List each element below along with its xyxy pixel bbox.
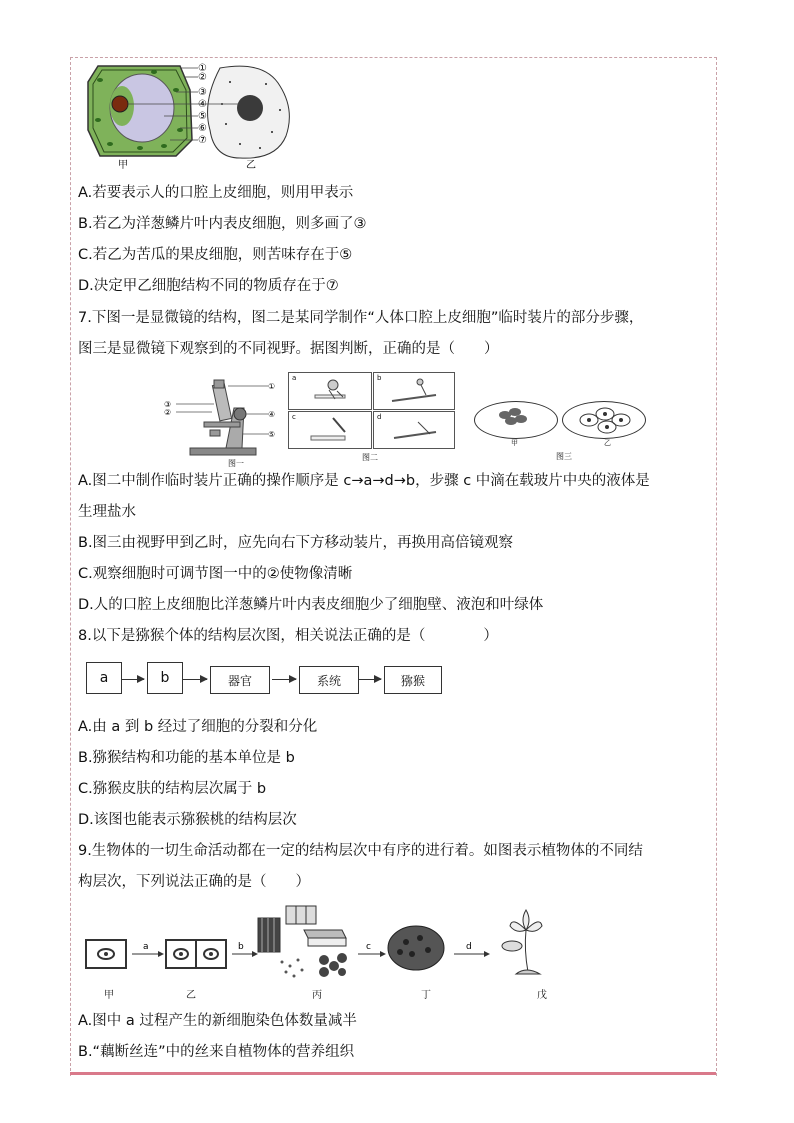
flow-arrow-4 — [359, 679, 381, 680]
marker-4: ④ — [198, 99, 207, 110]
q7-stem-line2: 图三是显微镜下观察到的不同视野。据图判断，正确的是（ ） — [78, 341, 499, 357]
q9-option-a: A.图中 a 过程产生的新细胞染色体数量减半 — [78, 1013, 357, 1029]
microscope-diagram — [156, 378, 286, 458]
arrow-label-b: b — [238, 942, 244, 952]
flow-box-b: b — [147, 662, 183, 694]
q6-option-c: C.若乙为苦瓜的果皮细胞，则苦味存在于⑤ — [78, 247, 353, 263]
arrow-label-a: a — [143, 942, 149, 952]
marker-7: ⑦ — [198, 135, 207, 146]
q9-stem-line1: 9.生物体的一切生命活动都在一定的结构层次中有序的进行着。如图表示植物体的不同结 — [78, 843, 643, 859]
q9-option-b: B.“藕断丝连”中的丝来自植物体的营养组织 — [78, 1044, 355, 1060]
arrow-label-c: c — [366, 942, 371, 952]
step-a-panel — [288, 372, 372, 410]
marker-5: ⑤ — [198, 111, 207, 122]
scope-mark-4: ④ — [268, 410, 276, 419]
bottom-rule — [70, 1072, 716, 1075]
marker-1: ① — [198, 63, 207, 74]
q8-option-d: D.该图也能表示猕猴桃的结构层次 — [78, 812, 297, 828]
fig2-caption: 图二 — [362, 453, 378, 462]
step-d-label: d — [377, 413, 382, 421]
q8-option-a: A.由 a 到 b 经过了细胞的分裂和分化 — [78, 719, 318, 735]
flow-box-monkey: 猕猴 — [384, 666, 442, 694]
animal-nucleus — [237, 95, 263, 121]
plant-levels-diagram — [80, 900, 560, 982]
scope-mark-1: ① — [268, 382, 276, 391]
q6-option-b: B.若乙为洋葱鳞片叶内表皮细胞，则多画了③ — [78, 216, 367, 232]
q8-option-c: C.猕猴皮肤的结构层次属于 b — [78, 781, 267, 797]
plant-nucleus — [112, 96, 128, 112]
marker-3: ③ — [198, 87, 207, 98]
flow-arrow-3 — [272, 679, 296, 680]
step-a-label: a — [292, 374, 297, 382]
cell-diagram — [80, 60, 300, 172]
step-d-panel — [373, 411, 455, 449]
q7-option-a-line1: A.图二中制作临时装片正确的操作顺序是 c→a→d→b，步骤 c 中滴在载玻片中央的液体是 — [78, 473, 650, 489]
fig3-yi: 乙 — [604, 439, 611, 447]
scope-mark-5: ⑤ — [268, 430, 276, 439]
flow-box-a: a — [86, 662, 122, 694]
step-c-label: c — [292, 413, 296, 421]
scope-mark-2: ② — [164, 408, 172, 417]
marker-2: ② — [198, 72, 207, 83]
step-b-label: b — [377, 374, 382, 382]
q9-label-bing: 丙 — [312, 990, 322, 1001]
arrow-label-d: d — [466, 942, 472, 952]
q9-stem-line2: 构层次，下列说法正确的是（ ） — [78, 874, 310, 890]
fig1-caption: 图一 — [228, 459, 244, 468]
flow-arrow-2 — [183, 679, 207, 680]
field-yi — [562, 401, 646, 439]
q9-label-jia: 甲 — [104, 990, 114, 1001]
q6-option-d: D.决定甲乙细胞结构不同的物质存在于⑦ — [78, 278, 339, 294]
q7-option-a-line2: 生理盐水 — [78, 504, 136, 520]
label-jia: 甲 — [118, 160, 128, 171]
step-c-panel — [288, 411, 372, 449]
q9-label-yi: 乙 — [186, 990, 196, 1001]
field-jia — [474, 401, 558, 439]
flow-arrow-1 — [122, 679, 144, 680]
fig3-caption: 图三 — [556, 452, 572, 461]
scope-mark-3: ③ — [164, 400, 172, 409]
q8-option-b: B.猕猴结构和功能的基本单位是 b — [78, 750, 295, 766]
q9-label-wu: 戊 — [537, 990, 547, 1001]
step-b-panel — [373, 372, 455, 410]
q7-option-b: B.图三由视野甲到乙时，应先向右下方移动装片，再换用高倍镜观察 — [78, 535, 514, 551]
q6-option-a: A.若要表示人的口腔上皮细胞，则用甲表示 — [78, 185, 354, 201]
marker-6: ⑥ — [198, 123, 207, 134]
label-yi: 乙 — [246, 160, 256, 171]
flow-box-system: 系统 — [299, 666, 359, 694]
q7-option-c: C.观察细胞时可调节图一中的②使物像清晰 — [78, 566, 353, 582]
q7-option-d: D.人的口腔上皮细胞比洋葱鳞片叶内表皮细胞少了细胞壁、液泡和叶绿体 — [78, 597, 544, 613]
q9-label-ding: 丁 — [421, 990, 431, 1001]
q8-stem: 8.以下是猕猴个体的结构层次图，相关说法正确的是（ ） — [78, 628, 498, 644]
flow-box-organ: 器官 — [210, 666, 270, 694]
fig3-jia: 甲 — [511, 439, 518, 447]
q7-stem-line1: 7.下图一是显微镜的结构，图二是某同学制作“人体口腔上皮细胞”临时装片的部分步骤， — [78, 310, 644, 326]
